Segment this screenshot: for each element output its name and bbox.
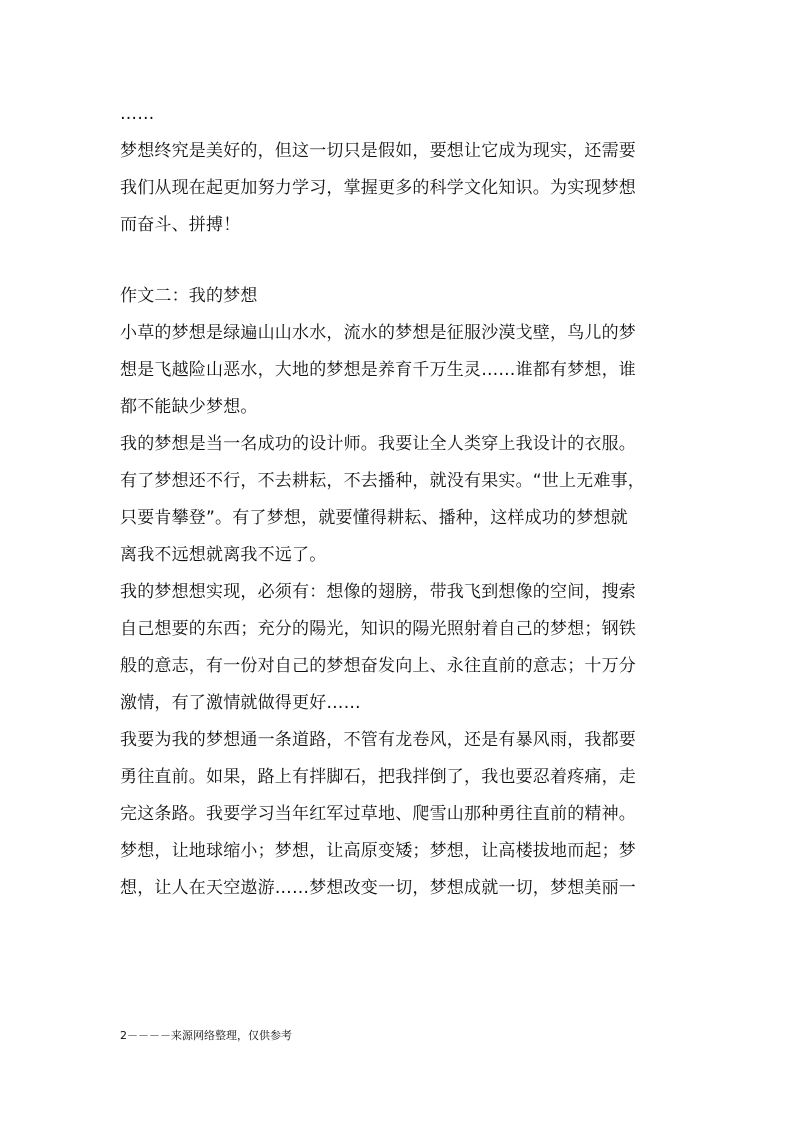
text-line: 梦想，让地球缩小；梦想，让高原变矮；梦想，让高楼拔地而起；梦 <box>120 841 636 861</box>
section-spacer <box>120 244 690 278</box>
document-body <box>120 96 690 907</box>
text-line: 我的梦想想实现，必须有：想像的翅膀，带我飞到想像的空间，搜索 <box>120 582 636 602</box>
text-line: 都不能缺少梦想。 <box>120 397 258 417</box>
essay-title: 作文二：我的梦想 <box>120 286 258 306</box>
paragraph-conclusion <box>120 96 690 244</box>
text-line: 只要肯攀登”。有了梦想，就要懂得耕耘、播种，这样成功的梦想就 <box>120 508 628 528</box>
text-line: 我的梦想是当一名成功的设计师。我要让全人类穿上我设计的衣服。 <box>120 434 636 454</box>
text-line: 完这条路。我要学习当年红军过草地、爬雪山那种勇往直前的精神。 <box>120 804 636 824</box>
page-footer: 2－－－－来源网络整理，仅供参考 <box>120 1029 292 1042</box>
text-line: 梦想终究是美好的，但这一切只是假如，要想让它成为现实，还需要 <box>120 141 636 161</box>
text-line: 我们从现在起更加努力学习，掌握更多的科学文化知识。为实现梦想 <box>120 178 636 198</box>
text-line: 般的意志，有一份对自己的梦想奋发向上、永往直前的意志；十万分 <box>120 656 636 676</box>
text-line: 有了梦想还不行，不去耕耘，不去播种，就没有果实。“世上无难事， <box>120 471 646 491</box>
text-line: 我要为我的梦想通一条道路，不管有龙卷风，还是有暴风雨，我都要 <box>120 730 636 750</box>
text-line: 自己想要的东西；充分的陽光，知识的陽光照射着自己的梦想；钢铁 <box>120 619 636 639</box>
text-line: 想，让人在天空遨游……梦想改变一切，梦想成就一切，梦想美丽一 <box>120 878 636 898</box>
text-line: 小草的梦想是绿遍山山水水，流水的梦想是征服沙漠戈壁，鸟儿的梦 <box>120 323 636 343</box>
essay-two <box>120 278 690 907</box>
text-line: 而奋斗、拼搏！ <box>120 215 241 235</box>
text-line: 离我不远想就离我不远了。 <box>120 545 327 565</box>
text-line: 激情，有了激情就做得更好…… <box>120 693 361 713</box>
text-line: 勇往直前。如果，路上有拌脚石，把我拌倒了，我也要忍着疼痛，走 <box>120 767 636 787</box>
text-line: 想是飞越险山恶水，大地的梦想是养育千万生灵……谁都有梦想，谁 <box>120 360 636 380</box>
text-line: …… <box>120 104 155 124</box>
